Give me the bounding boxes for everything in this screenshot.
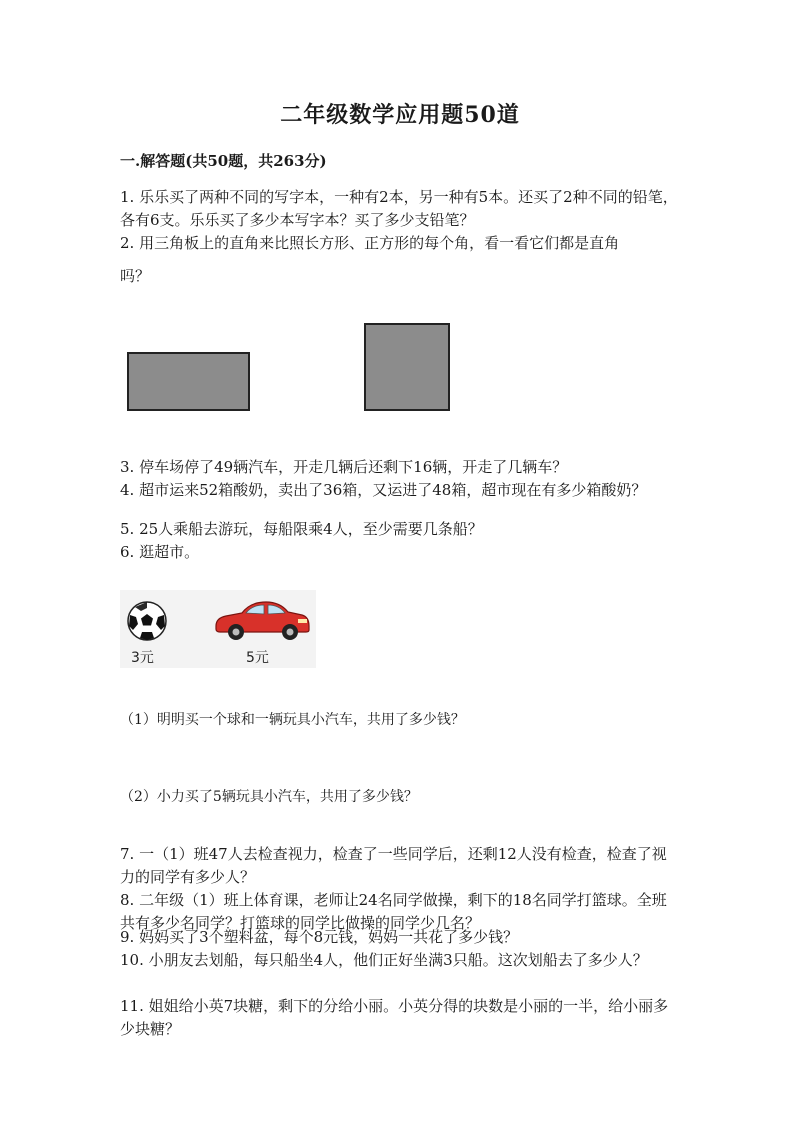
ball-price: 3元	[131, 650, 154, 666]
question-4: 4. 超市运来52箱酸奶，卖出了36箱，又运进了48箱，超市现在有多少箱酸奶？	[120, 481, 647, 499]
question-6: 6. 逛超市。	[120, 543, 200, 561]
question-2-line-2: 吗？	[120, 267, 151, 285]
section-heading: 一.解答题(共50题，共263分)	[120, 152, 327, 170]
question-2-line-1: 2. 用三角板上的直角来比照长方形、正方形的每个角，看一看它们都是直角	[120, 234, 620, 252]
square-shape	[364, 323, 450, 411]
question-3: 3. 停车场停了49辆汽车，开走几辆后还剩下16辆，开走了几辆车？	[120, 458, 568, 476]
question-7: 7. 一（1）班47人去检查视力，检查了一些同学后，还剩12人没有检查，检查了视力的同学有多少人？	[120, 845, 667, 886]
question-8: 8. 二年级（1）班上体育课，老师让24名同学做操，剩下的18名同学打篮球。全班共有多少名同学？打篮球的同学比做操的同学少几名？	[120, 891, 667, 932]
toy-car-icon	[212, 596, 312, 642]
items-panel	[120, 590, 316, 668]
question-6-sub-1: （1）明明买一个球和一辆玩具小汽车，共用了多少钱？	[120, 712, 465, 728]
question-5: 5. 25人乘船去游玩，每船限乘4人，至少需要几条船？	[120, 520, 483, 538]
question-10: 10. 小朋友去划船，每只船坐4人，他们正好坐满3只船。这次划船去了多少人？	[120, 951, 648, 969]
question-9: 9. 妈妈买了3个塑料盆，每个8元钱，妈妈一共花了多少钱？	[120, 928, 519, 946]
rectangle-shape	[127, 352, 250, 411]
question-11: 11. 姐姐给小英7块糖，剩下的分给小丽。小英分得的块数是小丽的一半，给小丽多少块糖？	[120, 997, 669, 1038]
question-1: 1. 乐乐买了两种不同的写字本，一种有2本，另一种有5本。还买了2种不同的铅笔，各有6支。乐乐买了多少本写字本？买了多少支铅笔？	[120, 188, 678, 229]
page-title: 二年级数学应用题50道	[280, 102, 520, 128]
soccer-ball-icon	[126, 600, 168, 642]
question-6-sub-2: （2）小力买了5辆玩具小汽车，共用了多少钱？	[120, 789, 418, 805]
car-price: 5元	[246, 650, 269, 666]
